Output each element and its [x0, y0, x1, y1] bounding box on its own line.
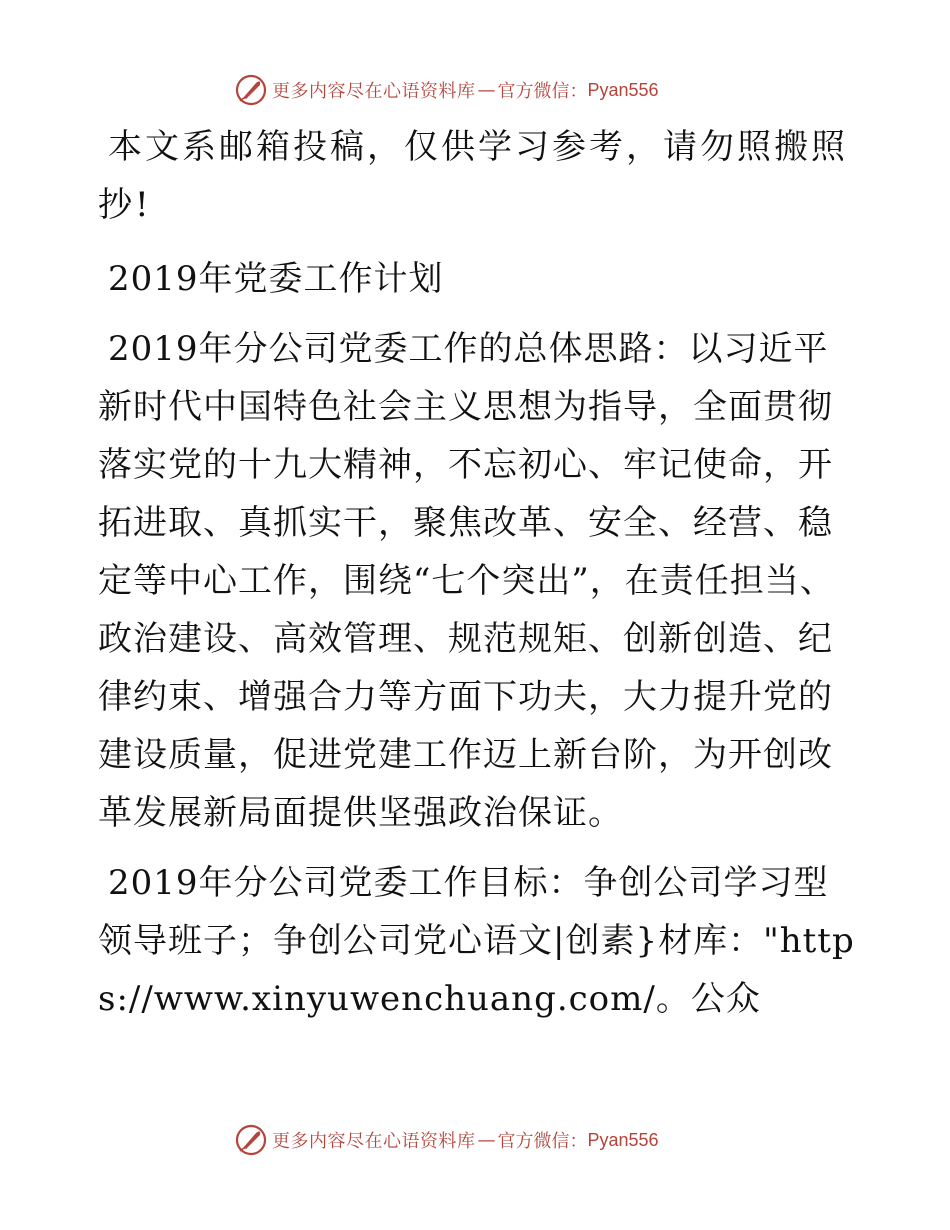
wechat-id: Pyan556 — [587, 1129, 659, 1150]
banner-separator: — — [477, 1129, 496, 1151]
document-title: 2019年党委工作计划 — [108, 259, 444, 299]
header-banner — [0, 70, 950, 110]
paragraph-1: 2019年分公司党委工作的总体思路：以习近平新时代中国特色社会主义思想为指导，全面贯彻落实党的十九大精神，不忘初心、牢记使命，开拓进取、真抓实干，聚焦改革、安全、经营、稳定等中心工作，围绕“七个突出”，在责任担当、政治建设、高效管理、规范规矩、创新创造、纪律约束、增强合力等方面下功夫，大力提升党的建设质量，促进党建工作迈上新台阶，为开创改革发展新局面提供坚强政治保证。 — [98, 329, 835, 833]
banner-text: 更多内容尽在心语资料库 — [272, 81, 476, 102]
wechat-label: 官方微信： — [497, 81, 588, 102]
document-body — [98, 118, 858, 1040]
wechat-id: Pyan556 — [587, 79, 659, 100]
notice-text: 本文系邮箱投稿，仅供学习参考，请勿照搬照抄! — [98, 127, 848, 225]
paragraph-2: 2019年分公司党委工作目标：争创公司学习型领导班子；争创公司党心语文|创素}材库："https://www.xinyuwenchuang.com/。公众 — [98, 863, 855, 1019]
footer-banner — [0, 1120, 950, 1160]
wechat-label: 官方微信： — [497, 1131, 588, 1152]
banner-text: 更多内容尽在心语资料库 — [272, 1131, 476, 1152]
feather-pen-logo-icon — [234, 73, 268, 107]
feather-pen-logo-icon — [234, 1123, 268, 1157]
banner-separator: — — [477, 79, 496, 101]
